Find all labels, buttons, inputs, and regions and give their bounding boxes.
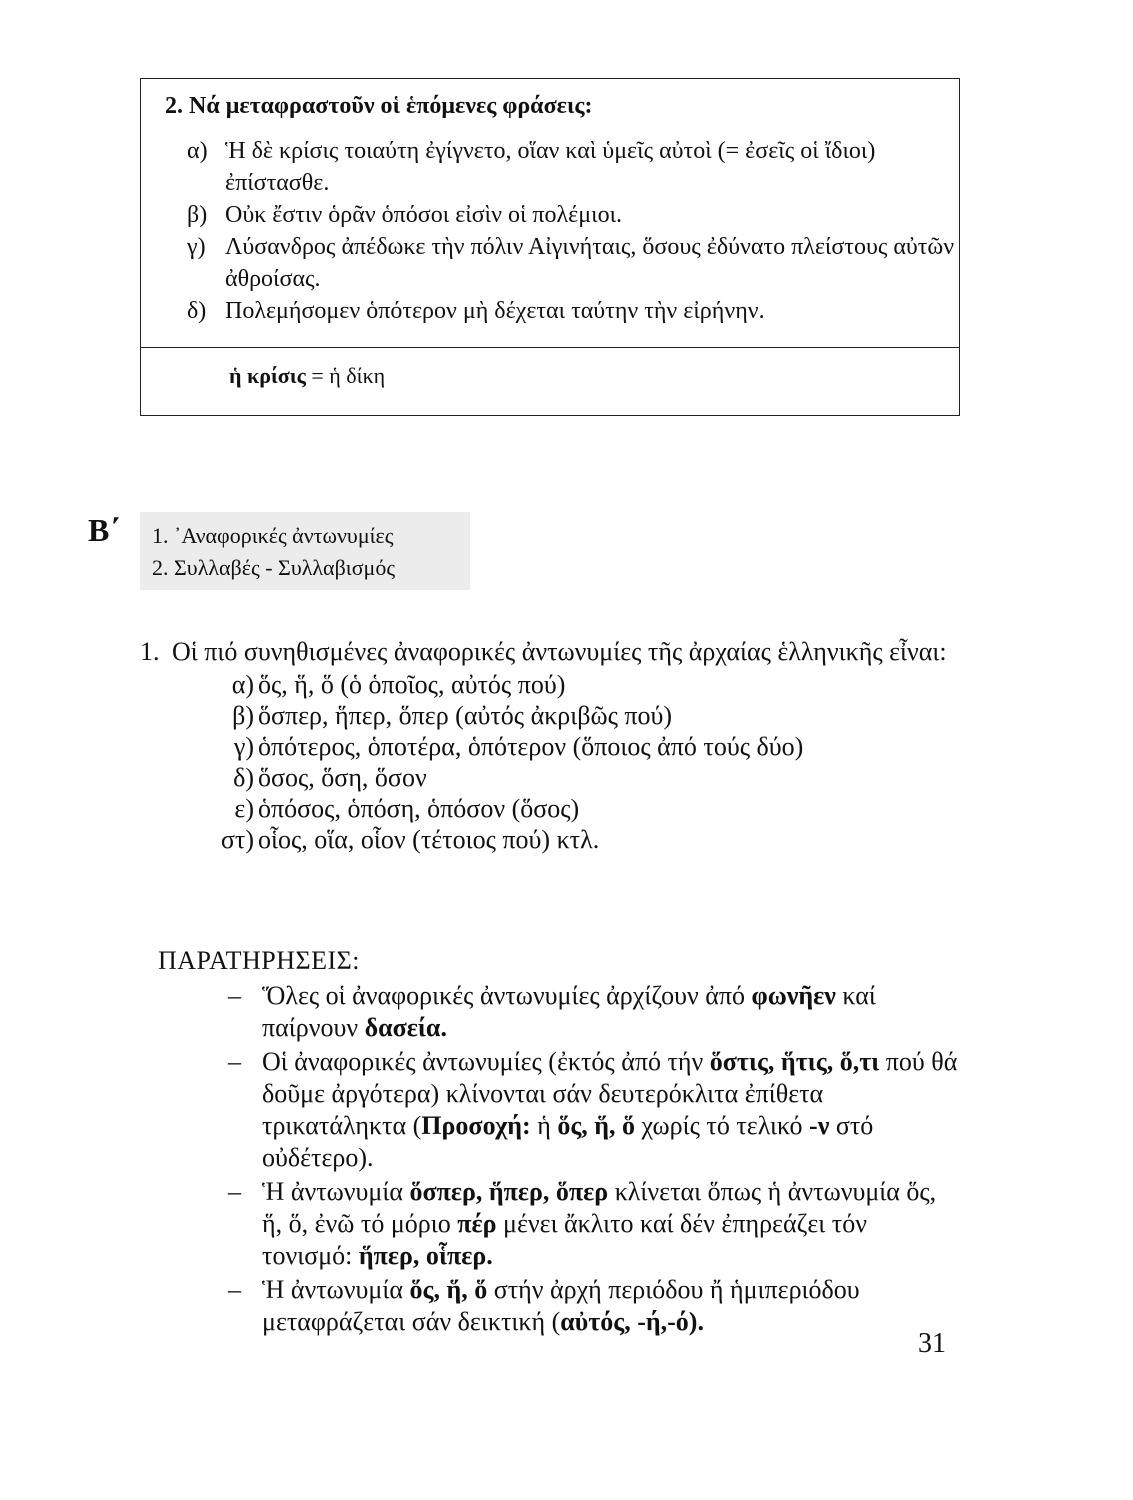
note-text: στήν ἀρχή περιόδου ἤ ἡμιπεριόδου μεταφράζεται σάν δεικτική (: [262, 1275, 860, 1336]
note-item: [228, 1274, 958, 1338]
exercise-item-label: γ): [187, 234, 206, 260]
section-topic: 1. ᾿Αναφορικές ἀντωνυμίες: [152, 523, 394, 548]
pronoun-form-label: στ): [220, 825, 254, 854]
pronoun-form: [200, 762, 970, 793]
exercise-item-text: Οὐκ ἔστιν ὁρᾶν ὁπόσοι εἰσὶν οἱ πολέμιοι.: [225, 202, 623, 228]
section-mark: B΄: [88, 512, 120, 548]
note-bold: πέρ: [457, 1209, 497, 1238]
pronoun-form-label: α): [231, 670, 254, 699]
pronoun-form-text: ὅσπερ, ἥπερ, ὅπερ (αὐτός ἀκριβῶς πού): [258, 701, 673, 730]
pronoun-form-label: δ): [233, 763, 254, 792]
note-bold: αὐτός, -ή,-ό).: [560, 1307, 704, 1336]
note-text: κλίνεται ὅπως ἡ ἀντωνυμία ὅς, ἥ, ὅ, ἐνῶ τό μόριο: [262, 1177, 937, 1238]
section-topic: 2. Συλλαβές - Συλλαβισμός: [152, 555, 396, 580]
intro-number: 1.: [140, 637, 160, 666]
pronoun-form: [200, 793, 970, 824]
exercise-item: [187, 199, 957, 231]
exercise-item-label: β): [187, 202, 208, 228]
note-text: καί παίρνουν: [262, 981, 876, 1042]
exercise-item-label: α): [187, 138, 208, 164]
note-bold: -ν: [809, 1111, 830, 1140]
note-text: Ὅλες οἱ ἀναφορικές ἀντωνυμίες ἀρχίζουν ἀπό: [262, 981, 752, 1010]
note-bold: ἥπερ, οἷπερ.: [358, 1241, 493, 1270]
exercise-item: [187, 295, 957, 327]
note-text: χωρίς τό τελικό: [635, 1111, 810, 1140]
vocabulary-gloss: [229, 363, 385, 389]
note-item: [228, 1176, 958, 1272]
exercise-list: [187, 135, 957, 327]
note-text: πού θά δοῦμε ἀργότερα) κλίνονται σάν δευτερόκλιτα ἐπίθετα τρικατάληκτα (: [262, 1047, 958, 1140]
note-bold: ὅστις, ἥτις, ὅ,τι: [709, 1047, 880, 1076]
exercise-item-text: Λύσανδρος ἀπέδωκε τὴν πόλιν Αἰγινήταις, ὅσους ἐδύνατο πλείστους αὐτῶν ἀθροίσας.: [225, 234, 955, 292]
note-bold: ὅσπερ, ἥπερ, ὅπερ: [409, 1177, 609, 1206]
exercise-item-text: Ἡ δὲ κρίσις τοιαύτη ἐγίγνετο, οἵαν καὶ ὑμεῖς αὐτοὶ (= ἐσεῖς οἱ ἴδιοι) ἐπίστασθε.: [225, 138, 876, 196]
pronoun-form-text: ὅσος, ὅση, ὅσον: [258, 763, 427, 792]
note-dash: –: [228, 1177, 241, 1206]
exercise-box: [140, 78, 960, 416]
pronoun-form-label: β): [232, 701, 254, 730]
note-text: ἡ: [530, 1111, 558, 1140]
pronoun-form-label: ε): [234, 794, 254, 823]
note-bold: Προσοχή:: [421, 1111, 531, 1140]
pronoun-form-label: γ): [233, 732, 254, 761]
exercise-item: [187, 135, 957, 199]
pronoun-form-text: ὁπότερος, ὁποτέρα, ὁπότερον (ὅποιος ἀπό τούς δύο): [258, 732, 804, 761]
notes-title: ΠΑΡΑΤΗΡΗΣΕΙΣ:: [158, 946, 360, 975]
gloss-term: ἡ κρίσις: [229, 363, 306, 388]
gloss-definition: = ἡ δίκη: [305, 363, 386, 388]
main-text: [140, 636, 970, 855]
pronoun-form: [200, 731, 970, 762]
pronoun-form-text: ὁπόσος, ὁπόση, ὁπόσον (ὅσος): [258, 794, 580, 823]
note-item: [228, 980, 958, 1044]
pronoun-form: [200, 824, 970, 855]
pronoun-form: [200, 700, 970, 731]
intro-text: Οἱ πιό συνηθισμένες ἀναφορικές ἀντωνυμίες τῆς ἀρχαίας ἑλληνικῆς εἶναι:: [172, 637, 947, 666]
exercise-divider: [141, 347, 959, 348]
note-bold: δασεία.: [364, 1013, 447, 1042]
note-text: Ἡ ἀντωνυμία: [262, 1275, 410, 1304]
pronoun-form: [200, 669, 970, 700]
pronoun-form-text: οἷος, οἵα, οἷον (τέτοιος πού) κτλ.: [258, 825, 600, 854]
note-text: Οἱ ἀναφορικές ἀντωνυμίες (ἐκτός ἀπό τήν: [262, 1047, 710, 1076]
notes-list: [228, 980, 958, 1340]
section-topics-box: [140, 512, 470, 590]
exercise-item-text: Πολεμήσομεν ὁπότερον μὴ δέχεται ταύτην τὴν εἰρήνην.: [225, 298, 765, 324]
page-number: 31: [918, 1328, 946, 1359]
exercise-item-label: δ): [187, 298, 207, 324]
note-text: μένει ἄκλιτο καί δέν ἐπηρεάζει τόν τονισμό:: [262, 1209, 867, 1270]
pronoun-form-text: ὅς, ἥ, ὅ (ὁ ὁποῖος, αὐτός πού): [258, 670, 566, 699]
note-item: [228, 1046, 958, 1174]
pronoun-forms-list: [200, 669, 970, 855]
exercise-item: [187, 231, 957, 295]
note-bold: ὅς, ἥ, ὅ: [557, 1111, 636, 1140]
note-text: Ἡ ἀντωνυμία: [262, 1177, 410, 1206]
note-bold: ὅς, ἥ, ὅ: [409, 1275, 488, 1304]
note-dash: –: [228, 1047, 241, 1076]
note-dash: –: [228, 1275, 241, 1304]
note-text: στό οὐδέτερο).: [262, 1111, 874, 1172]
exercise-title: 2. Νά μεταφραστοῦν οἱ ἑπόμενες φράσεις:: [165, 93, 593, 119]
note-bold: φωνῆεν: [751, 981, 836, 1010]
note-dash: –: [228, 981, 241, 1010]
